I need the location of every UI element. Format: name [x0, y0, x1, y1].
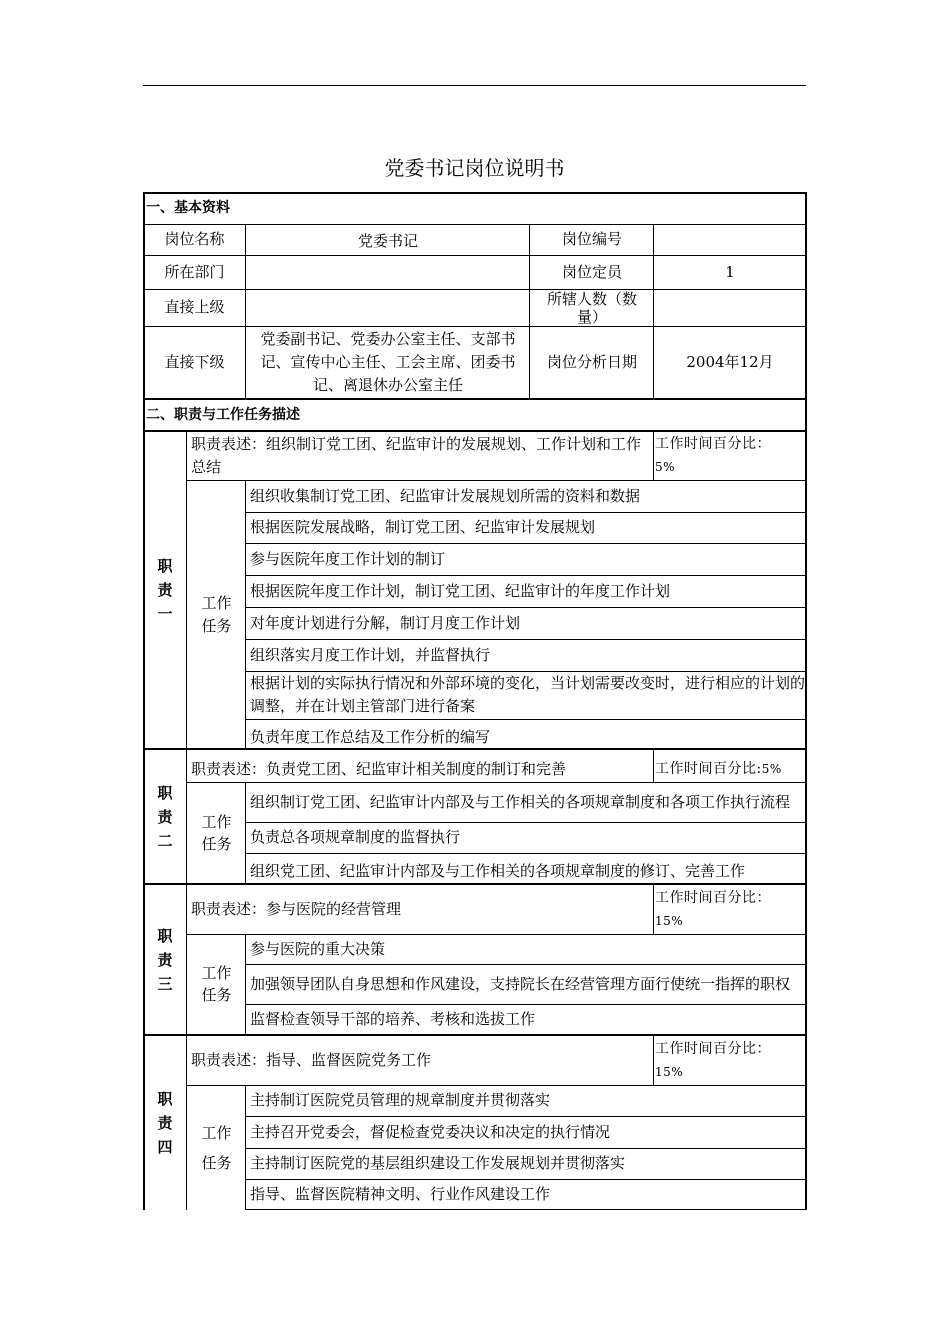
duty-4-label: 职责四: [157, 1090, 173, 1156]
department-value: [246, 255, 530, 289]
duty-3-task-label: 工作任务: [201, 964, 232, 1004]
duty-3-time: [653, 887, 806, 934]
duty-2-time: [653, 750, 806, 782]
subordinates-label: 直接下级: [164, 353, 225, 371]
position-code-label: 岗位编号: [561, 230, 622, 248]
headcount-value: 1: [725, 262, 735, 281]
duty-3-task: 参与医院的重大决策: [250, 939, 386, 958]
duty-3-task: 加强领导团队自身思想和作风建设，支持院长在经营管理方面行使统一指挥的职权: [250, 974, 791, 993]
duty-2-time-value: 5%: [761, 761, 782, 776]
duty-1-task: 根据计划的实际执行情况和外部环境的变化，当计划需要改变时，进行相应的计划的调整，并在计划主管部门进行备案: [250, 674, 806, 715]
analysis-date-label: 岗位分析日期: [546, 353, 637, 371]
duty-1-task: 参与医院年度工作计划的制订: [250, 549, 446, 568]
duty-1-label: 职责一: [157, 557, 173, 623]
duty-1-task: 对年度计划进行分解，制订月度工作计划: [250, 613, 521, 632]
duty-4-time-label: 工作时间百分比：: [655, 1041, 771, 1057]
duty-4-time-value: 15%: [655, 1065, 684, 1079]
duty-1-task-label: 工作任务: [201, 593, 232, 635]
duty-1-statement: 职责表述：组织制订党工团、纪监审计的发展规划、工作计划和工作总结: [191, 434, 642, 476]
duty-1-time-label: 工作时间百分比：: [655, 436, 771, 452]
duty-1-task: 组织收集制订党工团、纪监审计发展规划所需的资料和数据: [250, 486, 641, 505]
position-code-value: [654, 224, 806, 255]
duty-1-task: 根据医院年度工作计划，制订党工团、纪监审计的年度工作计划: [250, 581, 671, 600]
department-label: 所在部门: [164, 262, 225, 281]
duty-3-time-value: 15%: [655, 914, 684, 928]
analysis-date-value: 2004年12月: [686, 353, 774, 371]
duty-1-time-value: 5%: [655, 460, 676, 474]
superior-value: [246, 289, 530, 326]
position-name-value: 党委书记: [357, 232, 418, 250]
duty-1-task: 组织落实月度工作计划，并监督执行: [250, 645, 491, 664]
duty-3-time-label: 工作时间百分比：: [655, 890, 771, 906]
duty-1-task: 负责年度工作总结及工作分析的编写: [250, 727, 491, 746]
duty-4-task: 主持召开党委会，督促检查党委决议和决定的执行情况: [250, 1122, 611, 1141]
duty-2-task: 组织制订党工团、纪监审计内部及与工作相关的各项规章制度和各项工作执行流程: [250, 792, 791, 811]
position-name-label: 岗位名称: [164, 230, 225, 248]
document-title: 党委书记岗位说明书: [384, 156, 565, 180]
header-rule: [143, 85, 806, 86]
duty-4-task: 主持制订医院党员管理的规章制度并贯彻落实: [250, 1091, 551, 1109]
superior-label: 直接上级: [164, 298, 225, 316]
subordinates-count-label: 所辖人数（数量）: [546, 289, 637, 326]
duty-4-statement: 职责表述：指导、监督医院党务工作: [191, 1051, 432, 1069]
duty-2-task-label: 工作任务: [201, 812, 232, 853]
duty-2-task: 负责总各项规章制度的监督执行: [250, 828, 461, 846]
duty-3-label: 职责三: [157, 926, 173, 993]
duty-2-time-label: 工作时间百分比:: [655, 760, 762, 777]
headcount-label: 岗位定员: [561, 262, 622, 281]
duty-1-time: [653, 433, 806, 480]
section-basic-header: 一、基本资料: [146, 200, 230, 216]
duty-1-task: 根据医院发展战略，制订党工团、纪监审计发展规划: [250, 518, 596, 536]
duty-4-task: 主持制订医院党的基层组织建设工作发展规划并贯彻落实: [250, 1154, 626, 1172]
duty-4-time: [653, 1038, 806, 1085]
duty-4-task: 指导、监督医院精神文明、行业作风建设工作: [250, 1185, 551, 1203]
duty-3-statement: 职责表述：参与医院的经营管理: [191, 900, 402, 918]
subordinates-value: 党委副书记、党委办公室主任、支部书记、宣传中心主任、工会主席、团委书记、离退休办公室主任: [260, 330, 516, 394]
section-duties-header: 二、职责与工作任务描述: [146, 407, 300, 423]
duty-2-task: 组织党工团、纪监审计内部及与工作相关的各项规章制度的修订、完善工作: [250, 861, 746, 880]
duty-2-statement: 职责表述：负责党工团、纪监审计相关制度的制订和完善: [191, 759, 567, 778]
subordinates-count-value: [654, 289, 806, 326]
duty-3-task: 监督检查领导干部的培养、考核和选拔工作: [250, 1009, 536, 1028]
duty-4-task-label: 工作任务: [201, 1123, 232, 1172]
duty-2-label: 职责二: [157, 783, 173, 850]
